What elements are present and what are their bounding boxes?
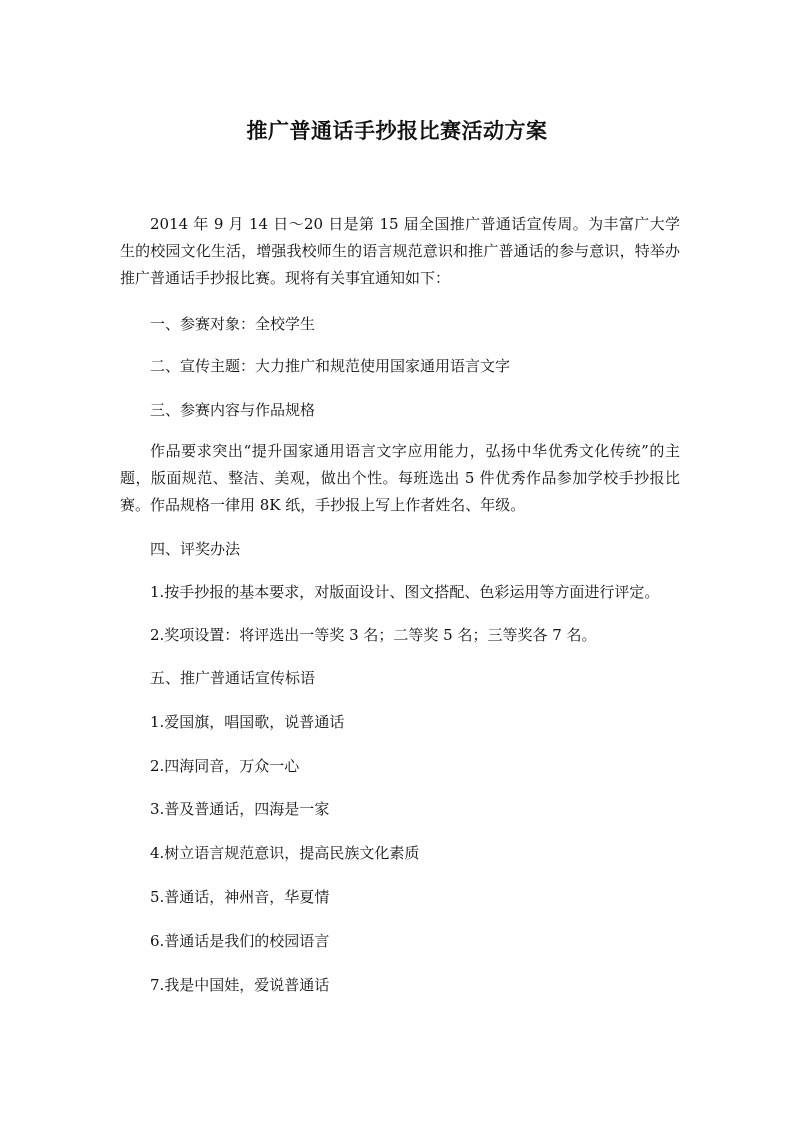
section-content-heading: 三、参赛内容与作品规格	[150, 401, 316, 419]
section-awards-heading: 四、评奖办法	[150, 540, 241, 558]
awards-item-2: 2.奖项设置：将评选出一等奖 3 名；二等奖 5 名；三等奖各 7 名。	[150, 626, 597, 644]
slogan-item: 6.普通话是我们的校园语言	[150, 932, 330, 950]
awards-item-1: 1.按手抄报的基本要求，对版面设计、图文搭配、色彩运用等方面进行评定。	[150, 583, 660, 601]
section-content-body: 作品要求突出“提升国家通用语言文字应用能力，弘扬中华优秀文化传统”的主题，版面规范、整洁、美观，做出个性。每班选出 5 件优秀作品参加学校手抄报比赛。作品规格一律用 8K 纸，手抄报上写上作者姓名、年级。	[120, 442, 680, 514]
slogan-item: 3.普及普通话，四海是一家	[150, 800, 330, 818]
document-title: 推广普通话手抄报比赛活动方案	[246, 118, 548, 143]
slogan-item: 2.四海同音，万众一心	[150, 757, 300, 775]
section-theme: 二、宣传主题：大力推广和规范使用国家通用语言文字	[150, 357, 511, 375]
section-participants: 一、参赛对象：全校学生	[150, 315, 316, 333]
slogan-item: 5.普通话，神州音，华夏情	[150, 888, 330, 906]
intro-paragraph: 2014 年 9 月 14 日～20 日是第 15 届全国推广普通话宣传周。为丰富广大学生的校园文化生活，增强我校师生的语言规范意识和推广普通话的参与意识，特举办推广普通话手抄报比赛。现将有关事宜通知如下：	[120, 215, 680, 287]
slogan-item: 7.我是中国娃，爱说普通话	[150, 976, 330, 994]
section-slogans-heading: 五、推广普通话宣传标语	[150, 669, 316, 687]
slogan-item: 4.树立语言规范意识，提高民族文化素质	[150, 844, 420, 862]
slogan-item: 1.爱国旗，唱国歌，说普通话	[150, 713, 345, 731]
